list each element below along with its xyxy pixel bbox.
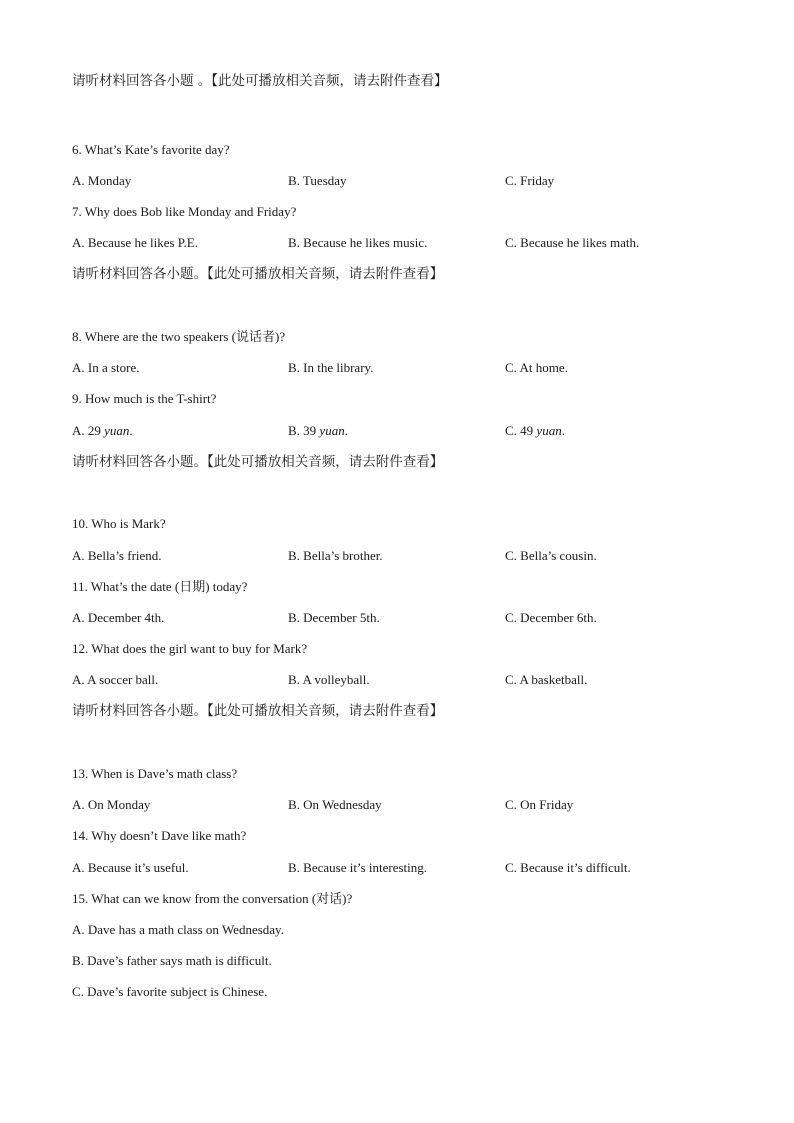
question-10: 10. Who is Mark?	[72, 516, 166, 531]
question-12: 12. What does the girl want to buy for Mark?	[72, 641, 308, 656]
option-7b: B. Because he likes music.	[288, 235, 428, 250]
option-12b: B. A volleyball.	[288, 672, 370, 687]
question-6: 6. What’s Kate’s favorite day?	[72, 142, 230, 157]
question-13: 13. When is Dave’s math class?	[72, 766, 238, 781]
option-7a: A. Because he likes P.E.	[72, 235, 199, 250]
option-9a: A. 29 yuan.	[72, 423, 133, 438]
question-7: 7. Why does Bob like Monday and Friday?	[72, 204, 297, 219]
option-8c: C. At home.	[505, 360, 568, 375]
option-8b: B. In the library.	[288, 360, 374, 375]
question-15: 15. What can we know from the conversation (对话)?	[72, 891, 353, 906]
option-6c: C. Friday	[505, 173, 555, 188]
option-10a: A. Bella’s friend.	[72, 548, 162, 563]
option-12c: C. A basketball.	[505, 672, 588, 687]
option-14a: A. Because it’s useful.	[72, 860, 189, 875]
option-6a: A. Monday	[72, 173, 132, 188]
option-15a: A. Dave has a math class on Wednesday.	[72, 922, 284, 937]
option-11c: C. December 6th.	[505, 610, 597, 625]
option-13a: A. On Monday	[72, 797, 151, 812]
question-9: 9. How much is the T-shirt?	[72, 391, 217, 406]
question-14: 14. Why doesn’t Dave like math?	[72, 828, 247, 843]
option-13c: C. On Friday	[505, 797, 574, 812]
listening-instruction: 请听材料回答各小题。【此处可播放相关音频，请去附件查看】	[72, 266, 444, 282]
option-15b: B. Dave’s father says math is difficult.	[72, 953, 272, 968]
option-14b: B. Because it’s interesting.	[288, 860, 428, 875]
question-11: 11. What’s the date (日期) today?	[72, 579, 248, 594]
option-10c: C. Bella’s cousin.	[505, 548, 597, 563]
listening-instruction: 请听材料回答各小题。【此处可播放相关音频，请去附件查看】	[72, 703, 444, 719]
option-11b: B. December 5th.	[288, 610, 380, 625]
option-15c: C. Dave’s favorite subject is Chinese.	[72, 984, 268, 999]
option-14c: C. Because it’s difficult.	[505, 860, 631, 875]
option-7c: C. Because he likes math.	[505, 235, 640, 250]
option-9b: B. 39 yuan.	[288, 423, 348, 438]
option-6b: B. Tuesday	[288, 173, 347, 188]
option-11a: A. December 4th.	[72, 610, 165, 625]
question-8: 8. Where are the two speakers (说话者)?	[72, 329, 286, 344]
option-13b: B. On Wednesday	[288, 797, 382, 812]
option-10b: B. Bella’s brother.	[288, 548, 383, 563]
option-9c: C. 49 yuan.	[505, 423, 565, 438]
option-12a: A. A soccer ball.	[72, 672, 159, 687]
listening-instruction: 请听材料回答各小题 。【此处可播放相关音频，请去附件查看】	[72, 73, 448, 89]
listening-instruction: 请听材料回答各小题。【此处可播放相关音频，请去附件查看】	[72, 454, 444, 470]
option-8a: A. In a store.	[72, 360, 140, 375]
